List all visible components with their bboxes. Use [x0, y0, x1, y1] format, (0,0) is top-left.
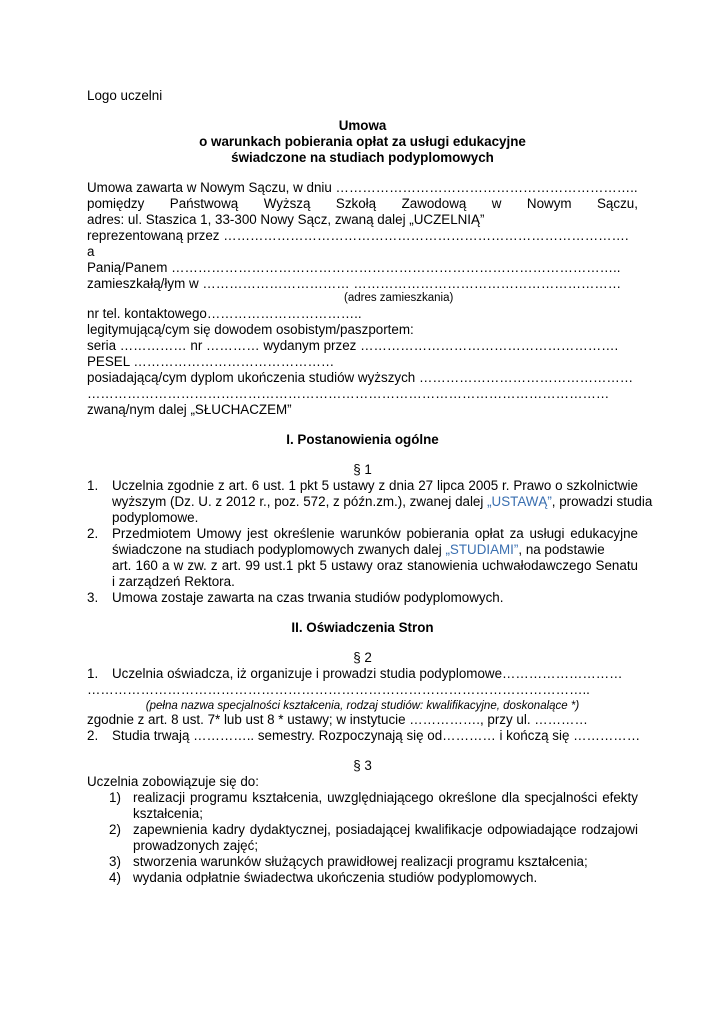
list-number: 4) [109, 870, 121, 885]
intro-id-document: legitymującą/cym się dowodem osobistym/paszportem: [87, 322, 414, 337]
list-text-line [112, 542, 605, 558]
word: zw. [187, 558, 207, 573]
word: w [173, 558, 184, 573]
word: art. [228, 478, 248, 493]
defined-term: „STUDIAMI” [445, 542, 519, 557]
list-number: 2. [87, 526, 99, 541]
word: określenie [273, 526, 335, 541]
word: szkolnictwie [566, 478, 638, 493]
list-text-line: zgodnie z art. 8 ust. 7* lub ust 8 * ustawy; w instytucie ……………., przy ul. ………… [87, 712, 588, 727]
list-text-line: podyplomowe. [112, 510, 199, 525]
word: programu [190, 790, 248, 805]
text: wyższym (Dz. U. z 2012 r., poz. 572, z późn.zm.), zwanej dalej [112, 494, 488, 509]
word: o [555, 478, 563, 493]
word: dnia [389, 478, 415, 493]
list-text-line [112, 558, 638, 574]
word: Senatu [595, 558, 638, 573]
word: jest [247, 526, 268, 541]
word: Zawodową [401, 196, 467, 211]
word: pomiędzy [87, 196, 145, 211]
word: 2005 [468, 478, 499, 493]
section-1-paragraph-mark: § 1 [353, 462, 372, 477]
intro-pesel: PESEL ……………………………………… [87, 354, 335, 369]
intro-address: adres: ul. Staszica 1, 33-300 Nowy Sącz, zwaną dalej „UCZELNIĄ” [87, 212, 485, 227]
word: art. [112, 558, 132, 573]
text: , na podstawie [518, 542, 605, 557]
word: ust. [263, 478, 285, 493]
word: 160 [135, 558, 158, 573]
word: Prawo [513, 478, 552, 493]
word: posiadającej [335, 822, 411, 837]
document-title: Umowa [338, 118, 387, 133]
intro-place-date: Umowa zawarta w Nowym Sączu, w dniu ………………………………………………………….. [87, 180, 638, 195]
word: uwzględniającego [327, 790, 434, 805]
word: kwalifikacje [414, 822, 483, 837]
word: dydaktycznej, [249, 822, 331, 837]
list-text-line [133, 822, 638, 838]
word: z [218, 478, 225, 493]
list-text-line: kształcenia; [133, 806, 203, 821]
word: odpowiadające [487, 822, 577, 837]
text: świadczone na studiach podyplomowych zwanych dalej [112, 542, 446, 557]
word: r. [502, 478, 510, 493]
list-text-line: ………………………………………………………………………………………………….. [87, 682, 590, 697]
word: 5 [319, 558, 327, 573]
word: określone [438, 790, 497, 805]
intro-between-line [87, 196, 638, 212]
list-text-line: wydania odpłatnie świadectwa ukończenia studiów podyplomowych. [133, 870, 538, 885]
word: pkt [297, 558, 316, 573]
word: w [491, 196, 502, 211]
intro-id-series: seria …………… nr ………… wydanym przez …………………………………………………. [87, 338, 619, 353]
word: 1 [288, 478, 296, 493]
list-text-line: prowadzonych zajęć; [133, 838, 259, 853]
word: stanowienia [407, 558, 478, 573]
word: art. [221, 558, 242, 573]
text: , prowadzi studia [551, 494, 653, 509]
word: kształcenia, [252, 790, 323, 805]
list-number: 3) [109, 854, 121, 869]
list-text-line [112, 478, 638, 494]
intro-student-name: Panią/Panem ……………………………………………………………………………………….. [87, 260, 621, 275]
list-text-line [112, 526, 638, 542]
word: zgodnie [167, 478, 215, 493]
word: rodzajowi [581, 822, 638, 837]
word: 5 [321, 478, 330, 493]
list-text-line: Umowa zostaje zawarta na czas trwania studiów podyplomowych. [112, 590, 504, 605]
list-text-line [133, 790, 638, 806]
list-number: 1. [87, 666, 99, 681]
list-number: 2) [109, 822, 121, 837]
word: 99 [245, 558, 261, 573]
logo-placeholder: Logo uczelni [87, 88, 163, 103]
intro-phone: nr tel. kontaktowego…………………………….. [87, 306, 362, 321]
list-text-line: stworzenia warunków służących prawidłowej realizacji programu kształcenia; [133, 854, 588, 869]
list-text-line [112, 494, 652, 510]
word: 27 [418, 478, 434, 493]
document-subtitle-line-2: świadczone na studiach podyplomowych [231, 150, 494, 165]
intro-and: a [87, 244, 95, 259]
word: ust.1 [264, 558, 294, 573]
intro-residence-caption: (adres zamieszkania) [344, 292, 454, 304]
word: kadry [212, 822, 245, 837]
word: dla [501, 790, 520, 805]
intro-student-designation: zwaną/nym dalej „SŁUCHACZEM” [87, 402, 292, 417]
word: efekty [602, 790, 638, 805]
word: uchwałodawczego [481, 558, 592, 573]
word: specjalności [524, 790, 598, 805]
word: 6 [251, 478, 260, 493]
word: Państwową [169, 196, 239, 211]
word: Nowym [526, 196, 572, 211]
word: opłat [474, 526, 504, 541]
word: ustawy [331, 558, 373, 573]
word: z [210, 558, 218, 573]
document-subtitle-line-1: o warunkach pobierania opłat za usługi edukacyjne [199, 134, 526, 149]
list-text-line: Studia trwają ………….. semestry. Rozpoczynają się od………… i kończą się …………… [112, 728, 641, 743]
word: Uczelnia [112, 478, 164, 493]
defined-term: „USTAWĄ” [487, 494, 552, 509]
word: Sączu, [597, 196, 638, 211]
word: warunków [340, 526, 401, 541]
word: lipca [436, 478, 465, 493]
intro-diploma: posiadającą/cym dyplom ukończenia studiów wyższych ………………………………………… [87, 370, 634, 385]
word: Umowy [196, 526, 242, 541]
word: Wyższą [263, 196, 311, 211]
list-text-line: Uczelnia oświadcza, iż organizuje i prowadzi studia podyplomowe……………………… [112, 666, 623, 681]
intro-represented-by: reprezentowaną przez ………………………………………………………………………………. [87, 228, 629, 243]
word: realizacji [133, 790, 186, 805]
word: za [509, 526, 524, 541]
intro-diploma-continued: ……………………………………………………………………………………………………… [87, 386, 610, 401]
list-number: 3. [87, 590, 99, 605]
word: ustawy [332, 478, 375, 493]
word: a [161, 558, 170, 573]
word: usługi [529, 526, 565, 541]
list-number: 1. [87, 478, 99, 493]
list-text-line: i zarządzeń Rektora. [112, 574, 235, 589]
word: z [378, 478, 386, 493]
specialization-caption: (pełna nazwa specjalności kształcenia, rodzaj studiów: kwalifikacyjne, doskonalące *) [145, 700, 580, 712]
word: Przedmiotem [112, 526, 191, 541]
section-3-intro: Uczelnia zobowiązuje się do: [87, 774, 259, 789]
section-2-paragraph-mark: § 2 [353, 650, 372, 665]
word: pkt [299, 478, 318, 493]
section-1-heading: I. Postanowienia ogólne [286, 432, 439, 447]
section-3-paragraph-mark: § 3 [353, 758, 372, 773]
intro-residence: zamieszkałą/łym w …………………………… …………………………………………………… [87, 276, 622, 291]
word: Szkołą [335, 196, 377, 211]
word: oraz [376, 558, 403, 573]
word: edukacyjne [570, 526, 638, 541]
list-number: 2. [87, 728, 99, 743]
word: pobierania [406, 526, 470, 541]
section-2-heading: II. Oświadczenia Stron [291, 620, 434, 635]
list-number: 1) [109, 790, 121, 805]
word: zapewnienia [133, 822, 208, 837]
